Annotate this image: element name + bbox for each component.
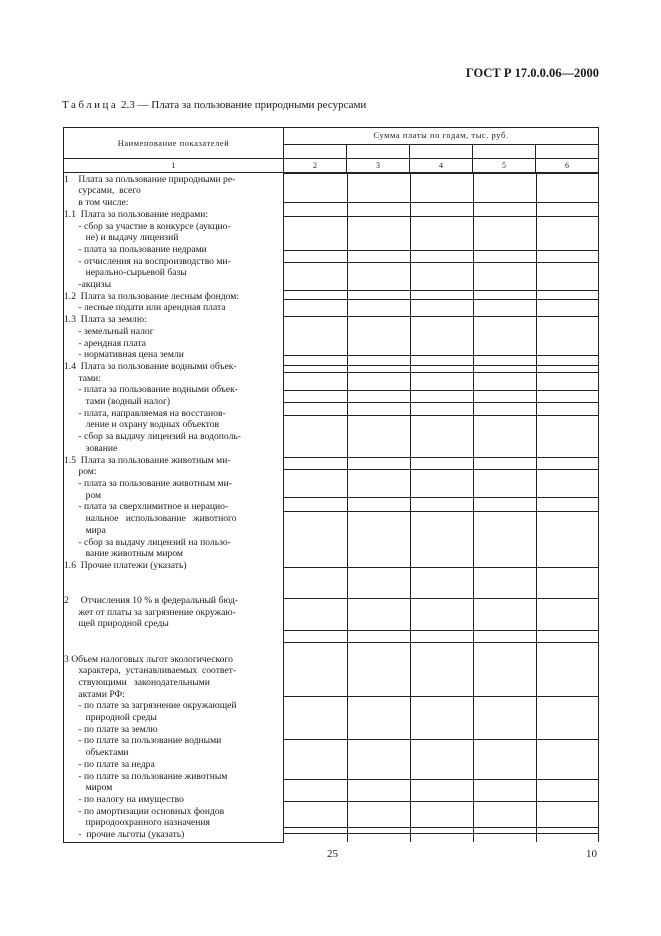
caption-title: Плата за пользование природными ресурсами — [151, 99, 367, 111]
indicator-line: - отчисления на воспроизводство ми- — [64, 255, 231, 267]
indicator-line: 1.4 Плата за пользование водными объек- — [64, 360, 237, 372]
year-header-cell — [347, 144, 410, 158]
indicator-line: объектами — [64, 747, 129, 759]
indicator-line: - плата за пользование животным ми- — [64, 477, 232, 489]
indicator-line: - плата за сверхлимитное и нерацио- — [64, 501, 229, 513]
caption-dash: — — [137, 99, 149, 111]
indicator-line: - по плате за землю — [64, 723, 158, 735]
indicator-line: - прочие льготы (указать) — [64, 829, 185, 841]
indicator-line: ром — [64, 489, 102, 501]
year-header-cell — [410, 144, 473, 158]
indicator-line: 1.2 Плата за пользование лесным фондом: — [64, 290, 239, 302]
value-grid — [284, 173, 599, 842]
indicator-line: нальное использование животного — [64, 513, 237, 525]
indicator-line: - лесные подати или арендная плата — [64, 302, 226, 314]
indicator-line: вание животным миром — [64, 548, 183, 560]
indicator-line: 1.5 Плата за пользование животным ми- — [64, 454, 231, 466]
indicator-names-column — [64, 173, 284, 843]
indicator-lines — [64, 174, 283, 841]
sheet-number: 10 — [586, 848, 597, 860]
indicator-line: - по плате за пользование животным — [64, 770, 228, 782]
indicator-line: - сбор за выдачу лицензий на пользо- — [64, 536, 231, 548]
year-header-cell — [536, 144, 599, 158]
indicator-line: - по плате за пользование водными — [64, 735, 222, 747]
indicator-line: - плата за пользование недрами — [64, 243, 207, 255]
indicator-line: 1.1 Плата за пользование недрами: — [64, 208, 209, 220]
indicator-line: - по налогу на имущество — [64, 793, 184, 805]
payments-table — [63, 127, 599, 843]
indicator-line: актами РФ: — [64, 688, 125, 700]
indicator-line: 3 Объем налоговых льгот экологического — [64, 653, 233, 665]
indicator-line — [64, 630, 283, 642]
indicator-line: щей природной среды — [64, 618, 169, 630]
column-number: 1 — [64, 159, 284, 173]
caption-number: 2.3 — [121, 99, 135, 111]
year-header-cell — [284, 144, 347, 158]
table-caption — [62, 99, 366, 111]
indicator-line: 2 Отчисления 10 % в федеральный бюд- — [64, 595, 239, 607]
column-header-sum: Сумма платы по годам, тыс. руб. — [284, 128, 599, 145]
column-number: 4 — [410, 159, 473, 173]
indicator-line: миром — [64, 782, 113, 794]
indicator-line: -акцизы — [64, 279, 112, 291]
caption-label: Таблица — [62, 99, 119, 111]
indicator-line: нерально-сырьевой базы — [64, 267, 187, 279]
column-number: 2 — [284, 159, 347, 173]
indicator-line: зование — [64, 442, 118, 454]
indicator-line: тами (водный налог) — [64, 396, 171, 408]
indicator-line: - нормативная цена земли — [64, 349, 184, 361]
indicator-line: - по плате за недра — [64, 758, 155, 770]
indicator-line: природоохранного назначения — [64, 817, 210, 829]
indicator-line: 1 Плата за пользование природными ре- — [64, 173, 236, 185]
indicator-line: - плата, направляемая на восстанов- — [64, 407, 226, 419]
indicator-line: в том числе: — [64, 197, 129, 209]
indicator-line: ствующими законодательными — [64, 676, 210, 688]
indicator-line: не) и выдачу лицензий — [64, 232, 179, 244]
year-header-cell — [473, 144, 536, 158]
indicator-line: - по плате за загрязнение окружающей — [64, 700, 237, 712]
indicator-line: - сбор за выдачу лицензий на водополь- — [64, 431, 241, 443]
indicator-line: природной среды — [64, 712, 157, 724]
document-code: ГОСТ Р 17.0.0.06—2000 — [465, 66, 599, 80]
indicator-line — [64, 642, 283, 654]
indicator-line — [64, 572, 283, 584]
indicator-line: сурсами, всего — [64, 185, 141, 197]
indicator-line: 1.3 Плата за землю: — [64, 314, 147, 326]
indicator-line: характера, устанавливаемых соответ- — [64, 665, 237, 677]
indicator-line: - земельный налог — [64, 325, 154, 337]
column-header-name: Наименование показателей — [64, 128, 284, 159]
indicator-line: тами: — [64, 372, 101, 384]
indicator-line: - плата за пользование водными объек- — [64, 384, 238, 396]
column-number: 6 — [536, 159, 599, 173]
indicator-line: мира — [64, 524, 106, 536]
indicator-line: ление и охрану водных объектов — [64, 419, 220, 431]
indicator-line: 1.6 Прочие платежи (указать) — [64, 559, 187, 571]
indicator-line: жет от платы за загрязнение окружаю- — [64, 606, 236, 618]
column-number: 5 — [473, 159, 536, 173]
indicator-line: - по амортизации основных фондов — [64, 805, 225, 817]
indicator-line — [64, 583, 283, 595]
indicator-line: ром: — [64, 466, 97, 478]
column-number: 3 — [347, 159, 410, 173]
page-number: 25 — [327, 848, 338, 860]
value-grid-cell — [284, 173, 599, 843]
indicator-line: - сбор за участие в конкурсе (аукцио- — [64, 220, 231, 232]
indicator-line: - арендная плата — [64, 337, 147, 349]
